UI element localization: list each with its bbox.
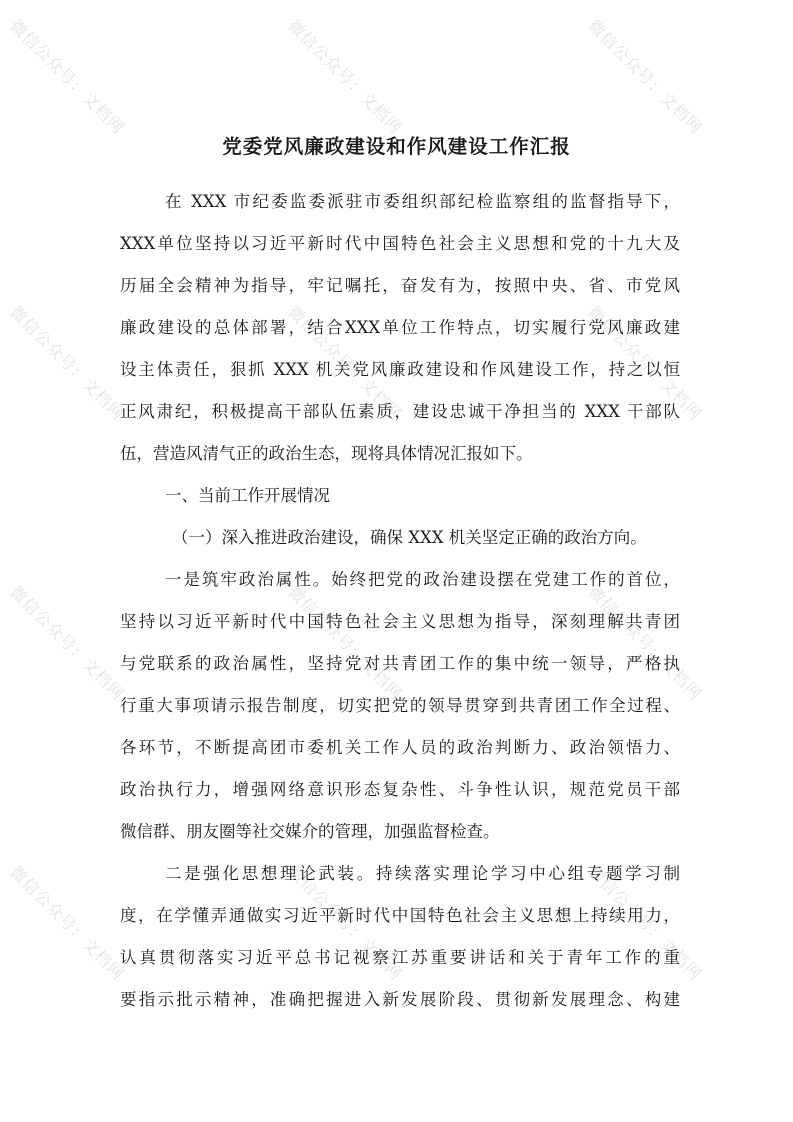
watermark: 微信公众号：文档网: [6, 582, 129, 704]
body-line: 认真贯彻落实习近平总书记视察江苏重要讲话和关于青年工作的重: [120, 948, 680, 967]
document-title: 党委党风廉政建设和作风建设工作汇报: [222, 135, 571, 158]
body-line: 坚持以习近平新时代中国特色社会主义思想为指导，深刻理解共青团: [120, 612, 680, 631]
watermark: 微信公众号：文档网: [284, 302, 407, 424]
watermark: 微信公众号：文档网: [584, 302, 707, 424]
watermark: 微信公众号：文档网: [584, 582, 707, 704]
body-line: 廉政建设的总体部署，结合XXX单位工作特点，切实履行党风廉政建: [120, 318, 680, 337]
body-line: 微信群、朋友圈等社交媒介的管理，加强监督检查。: [120, 822, 500, 841]
section-heading: 一、当前工作开展情况: [165, 486, 330, 505]
body-line: 在 XXX 市纪委监委派驻市委组织部纪检监察组的监督指导下，: [165, 192, 680, 211]
body-line: XXX单位坚持以习近平新时代中国特色社会主义思想和党的十九大及: [120, 234, 680, 253]
watermark: 微信公众号：文档网: [6, 16, 129, 138]
watermark: 微信公众号：文档网: [284, 582, 407, 704]
body-line: 一是筑牢政治属性。始终把党的政治建设摆在党建工作的首位，: [165, 570, 680, 589]
body-line: 二是强化思想理论武装。持续落实理论学习中心组专题学习制: [165, 864, 680, 883]
watermark: 微信公众号：文档网: [6, 862, 129, 984]
watermark: 微信公众号：文档网: [284, 862, 407, 984]
subsection-heading: （一）深入推进政治建设，确保 XXX 机关坚定正确的政治方向。: [172, 528, 647, 547]
watermark: 微信公众号：文档网: [584, 16, 707, 138]
body-line: 度，在学懂弄通做实习近平新时代中国特色社会主义思想上持续用力，: [120, 906, 680, 925]
watermark: 微信公众号：文档网: [284, 16, 407, 138]
body-line: 政治执行力，增强网络意识形态复杂性、斗争性认识，规范党员干部: [120, 780, 680, 799]
body-line: 正风肃纪，积极提高干部队伍素质，建设忠诚干净担当的 XXX 干部队: [120, 402, 680, 421]
body-line: 伍，营造风清气正的政治生态，现将具体情况汇报如下。: [120, 444, 533, 463]
body-line: 各环节，不断提高团市委机关工作人员的政治判断力、政治领悟力、: [120, 738, 680, 757]
body-line: 要指示批示精神，准确把握进入新发展阶段、贯彻新发展理念、构建: [120, 990, 680, 1009]
watermark: 微信公众号：文档网: [584, 862, 707, 984]
body-line: 历届全会精神为指导，牢记嘱托，奋发有为，按照中央、省、市党风: [120, 276, 680, 295]
watermark: 微信公众号：文档网: [6, 302, 129, 424]
body-line: 设主体责任，狠抓 XXX 机关党风廉政建设和作风建设工作，持之以恒: [120, 360, 680, 379]
body-line: 与党联系的政治属性，坚持党对共青团工作的集中统一领导，严格执: [120, 654, 680, 673]
body-line: 行重大事项请示报告制度，切实把党的领导贯穿到共青团工作全过程、: [120, 696, 680, 715]
